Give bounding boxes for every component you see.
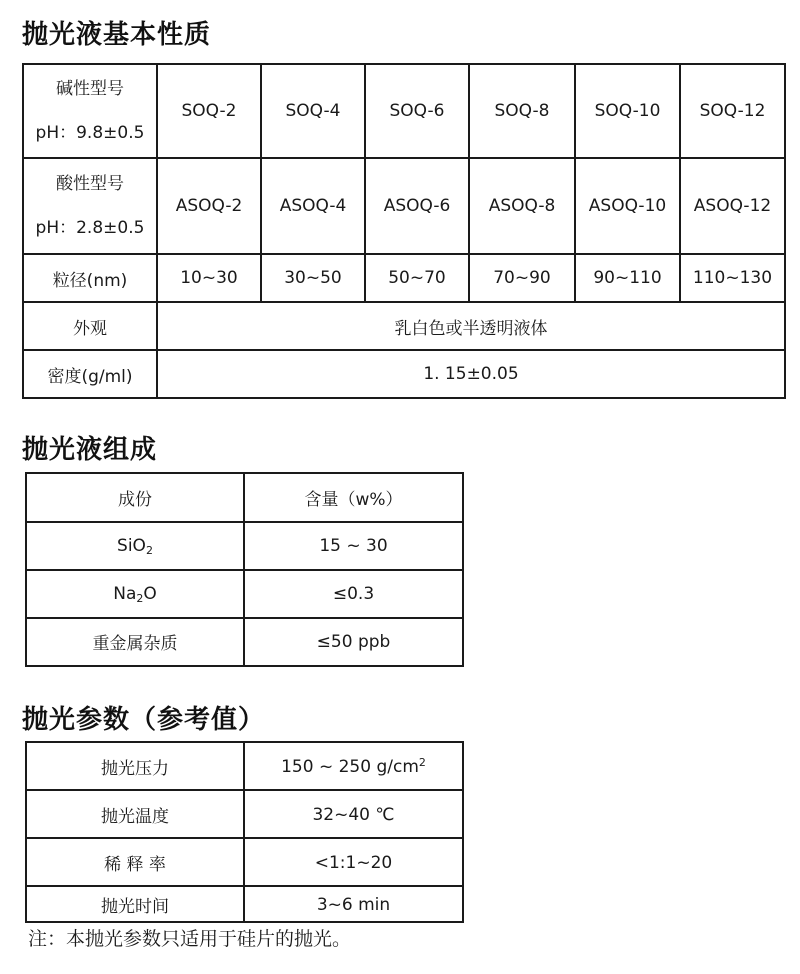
acidic-model: ASOQ-6 [365,158,469,254]
acidic-model: ASOQ-10 [575,158,680,254]
alkaline-row [23,64,785,158]
component-formula-tail: O [143,583,157,604]
composition-row [26,618,463,666]
alkaline-model: SOQ-10 [575,64,680,158]
appearance-row [23,302,785,350]
particle-size-value: 90~110 [575,254,680,302]
component-formula: 重金属杂质 [92,634,178,654]
parameter-label: 抛光时间 [26,886,244,922]
parameter-value-text: <1:1~20 [314,852,393,873]
appearance-label: 外观 [23,302,157,350]
parameter-row [26,838,463,886]
alkaline-label: 碱性型号 [56,79,124,99]
alkaline-model: SOQ-4 [261,64,365,158]
particle-size-value: 110~130 [680,254,785,302]
appearance-value: 乳白色或半透明液体 [157,302,785,350]
particle-size-value: 70~90 [469,254,575,302]
parameter-value [244,838,463,886]
section-title-basic-properties: 抛光液基本性质 [22,20,212,50]
density-value: 1. 15±0.05 [157,350,785,398]
formula-subscript: 2 [136,591,144,605]
acidic-ph: pH：2.8±0.5 [35,218,145,238]
parameter-value [244,790,463,838]
alkaline-model: SOQ-12 [680,64,785,158]
density-label: 密度(g/ml) [23,350,157,398]
component-content: ≤50 ppb [244,618,463,666]
parameter-row [26,742,463,790]
particle-size-value: 30~50 [261,254,365,302]
alkaline-ph: pH：9.8±0.5 [35,123,145,143]
acidic-model: ASOQ-12 [680,158,785,254]
acidic-row [23,158,785,254]
particle-size-row [23,254,785,302]
acidic-label-cell [23,158,157,254]
composition-row [26,570,463,618]
component-name [26,522,244,570]
composition-table [25,472,464,667]
component-name [26,570,244,618]
particle-size-label: 粒径(nm) [23,254,157,302]
alkaline-model: SOQ-8 [469,64,575,158]
component-formula: SiO [117,535,146,556]
parameter-label: 稀 释 率 [26,838,244,886]
polishing-parameters-table [25,741,464,923]
section-title-polishing-parameters: 抛光参数（参考值） [22,705,266,735]
acidic-model: ASOQ-4 [261,158,365,254]
parameter-value-text: 32~40 ℃ [312,804,395,825]
composition-header-row [26,473,463,522]
parameter-label: 抛光温度 [26,790,244,838]
formula-subscript: 2 [145,543,153,557]
component-content: 15 ~ 30 [244,522,463,570]
component-header: 成份 [26,473,244,522]
density-row [23,350,785,398]
alkaline-model: SOQ-6 [365,64,469,158]
section-title-composition: 抛光液组成 [22,435,158,465]
parameter-value-text: 3~6 min [316,894,391,915]
basic-properties-table [22,63,786,399]
unit-superscript: 2 [418,755,426,769]
component-formula: Na [113,583,137,604]
composition-row [26,522,463,570]
component-content: ≤0.3 [244,570,463,618]
acidic-label: 酸性型号 [56,174,124,194]
alkaline-model: SOQ-2 [157,64,261,158]
particle-size-value: 50~70 [365,254,469,302]
footnote: 注：本抛光参数只适用于硅片的抛光。 [28,928,352,950]
parameter-row [26,886,463,922]
acidic-model: ASOQ-2 [157,158,261,254]
parameter-value-text: 150 ~ 250 g/cm [281,756,419,777]
content-header: 含量（w%） [244,473,463,522]
parameter-label: 抛光压力 [26,742,244,790]
particle-size-value: 10~30 [157,254,261,302]
parameter-value [244,886,463,922]
parameter-row [26,790,463,838]
component-name [26,618,244,666]
acidic-model: ASOQ-8 [469,158,575,254]
alkaline-label-cell [23,64,157,158]
parameter-value [244,742,463,790]
